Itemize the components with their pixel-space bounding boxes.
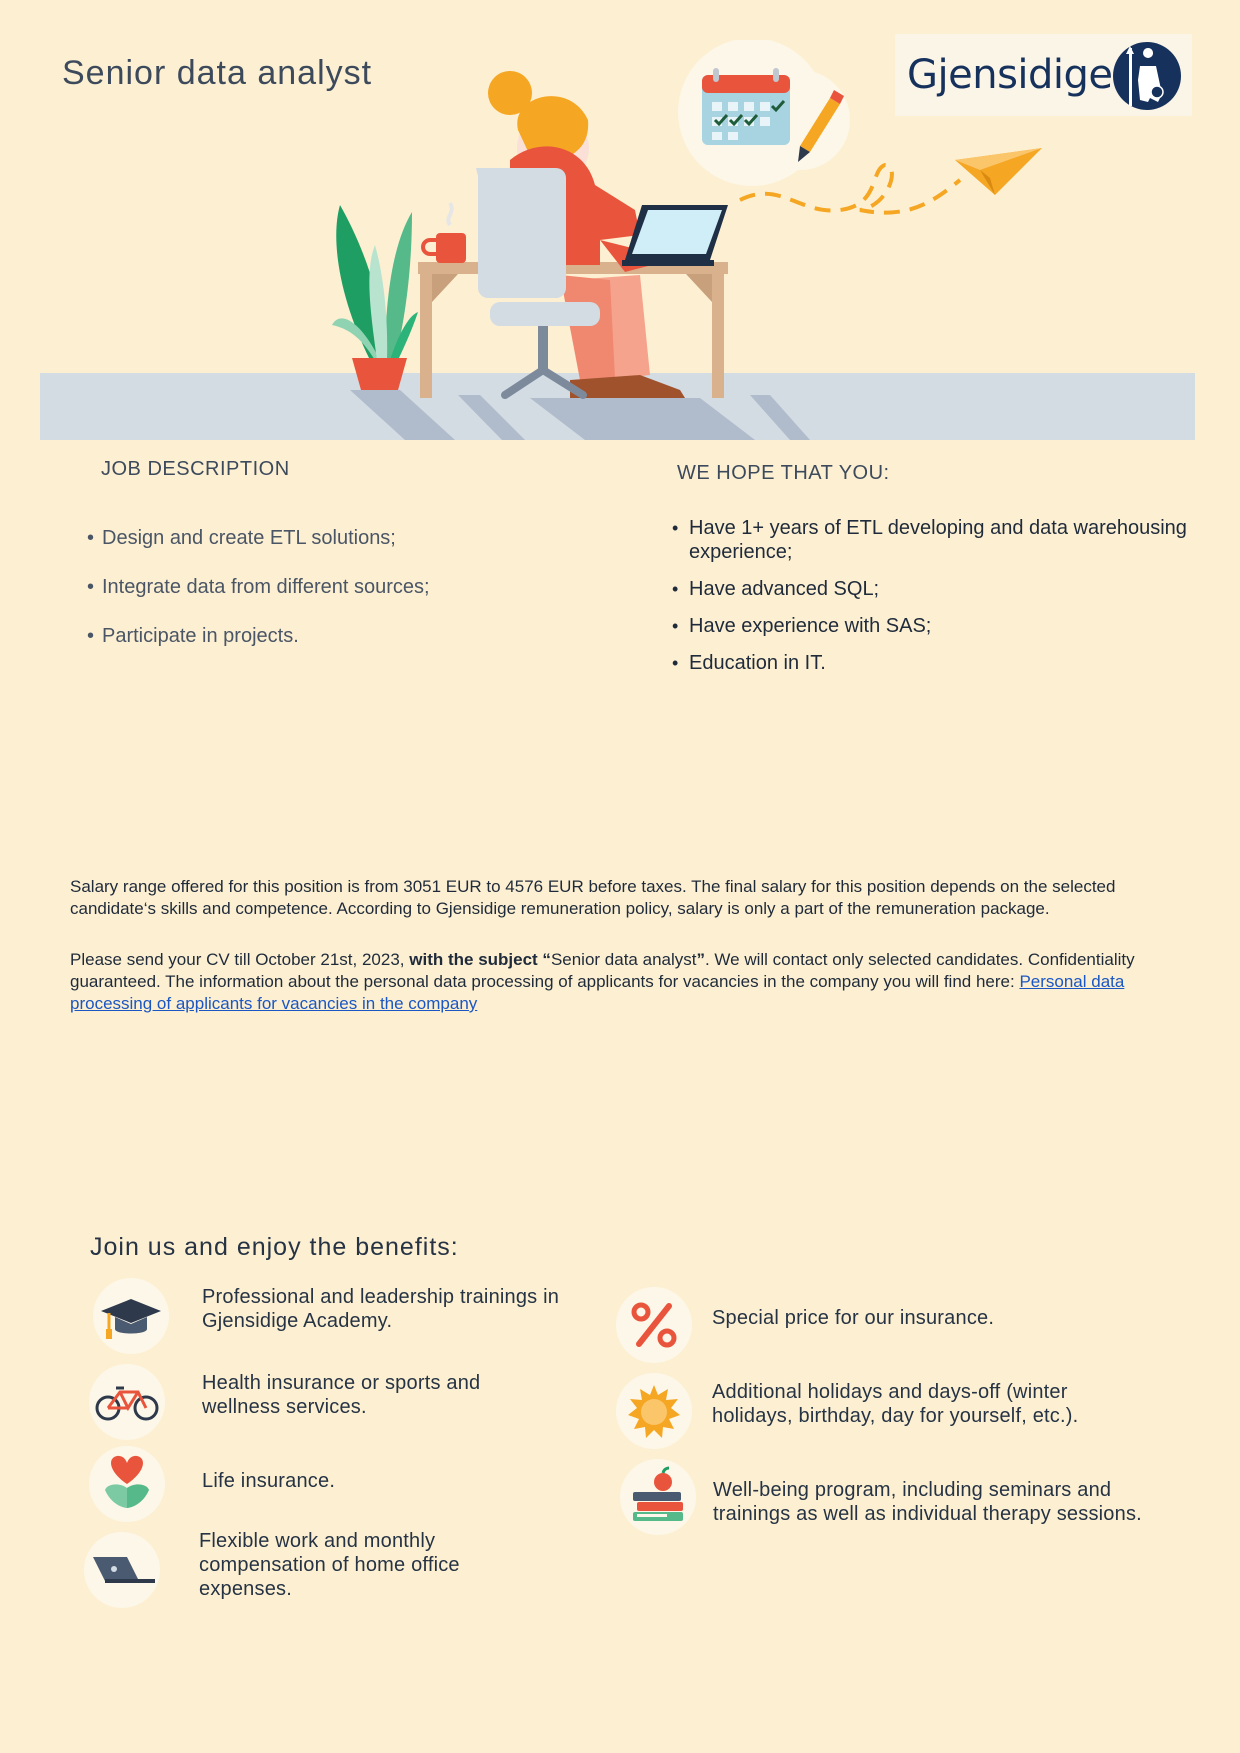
requirements-heading: WE HOPE THAT YOU:	[677, 462, 890, 484]
job-description-heading: JOB DESCRIPTION	[101, 458, 290, 480]
benefit-training-text: Professional and leadership trainings in Gjensidige Academy.	[202, 1286, 560, 1332]
laptop-illustration	[622, 205, 728, 266]
benefit-flexible-work-text: Flexible work and monthly compensation of home office expenses.	[199, 1530, 460, 1600]
sun-icon	[616, 1373, 692, 1449]
job-description-list	[87, 526, 607, 673]
paper-plane-icon	[955, 148, 1042, 195]
list-item: • Integrate data from different sources;	[87, 575, 607, 599]
plant-icon	[332, 205, 418, 390]
list-item: • Have 1+ years of ETL developing and data warehousing experience;	[672, 516, 1202, 564]
laptop-icon	[84, 1532, 160, 1608]
bicycle-icon	[89, 1364, 165, 1440]
benefit-health-text: Health insurance or sports and wellness services.	[202, 1372, 481, 1418]
calendar-icon	[702, 68, 790, 145]
list-item: • Participate in projects.	[87, 624, 607, 648]
benefits-title: Join us and enjoy the benefits:	[90, 1233, 459, 1261]
list-item: • Education in IT.	[672, 651, 1202, 675]
logo-text: Gjensidige	[907, 52, 1113, 98]
benefit-insurance-price-text: Special price for our insurance.	[712, 1307, 995, 1329]
hero-illustration	[40, 40, 1195, 440]
salary-paragraph: Salary range offered for this position is from 3051 EUR to 4576 EUR before taxes. The final salary for this position depends on the selected candidate‘s skills and competence. According to Gjensidige remuneration policy, salary is only a part of the remuneration package.	[70, 877, 1116, 918]
application-rest: . We will contact only selected candidates. Confidentiality guaranteed. The information about the personal data processing of applicants for vacancies in the company you will find here:	[70, 950, 1135, 991]
benefit-life-insurance-text: Life insurance.	[202, 1470, 336, 1492]
requirements-list	[672, 516, 1202, 688]
list-item: • Have experience with SAS;	[672, 614, 1202, 638]
books-apple-icon	[620, 1459, 696, 1535]
list-item: • Have advanced SQL;	[672, 577, 1202, 601]
benefit-wellbeing-text: Well-being program, including seminars and trainings as well as individual therapy sessions.	[713, 1479, 1142, 1525]
graduation-cap-icon	[93, 1278, 169, 1354]
subject-label: with the subject “	[409, 950, 551, 969]
privacy-policy-link[interactable]: Personal data processing of applicants for vacancies in the company	[70, 972, 1125, 1013]
subject-close: ”	[696, 950, 705, 969]
benefit-holidays-text: Additional holidays and days-off (winter holidays, birthday, day for yourself, etc.).	[712, 1381, 1079, 1427]
heart-plant-icon	[89, 1446, 165, 1522]
mug-icon	[423, 203, 466, 263]
percent-icon	[616, 1287, 692, 1363]
subject-value: Senior data analyst	[550, 950, 697, 969]
job-title: Senior data analyst	[62, 54, 373, 92]
application-intro: Please send your CV till October 21st, 2023,	[70, 950, 410, 969]
application-paragraph	[70, 949, 1190, 1015]
list-item: • Design and create ETL solutions;	[87, 526, 607, 550]
